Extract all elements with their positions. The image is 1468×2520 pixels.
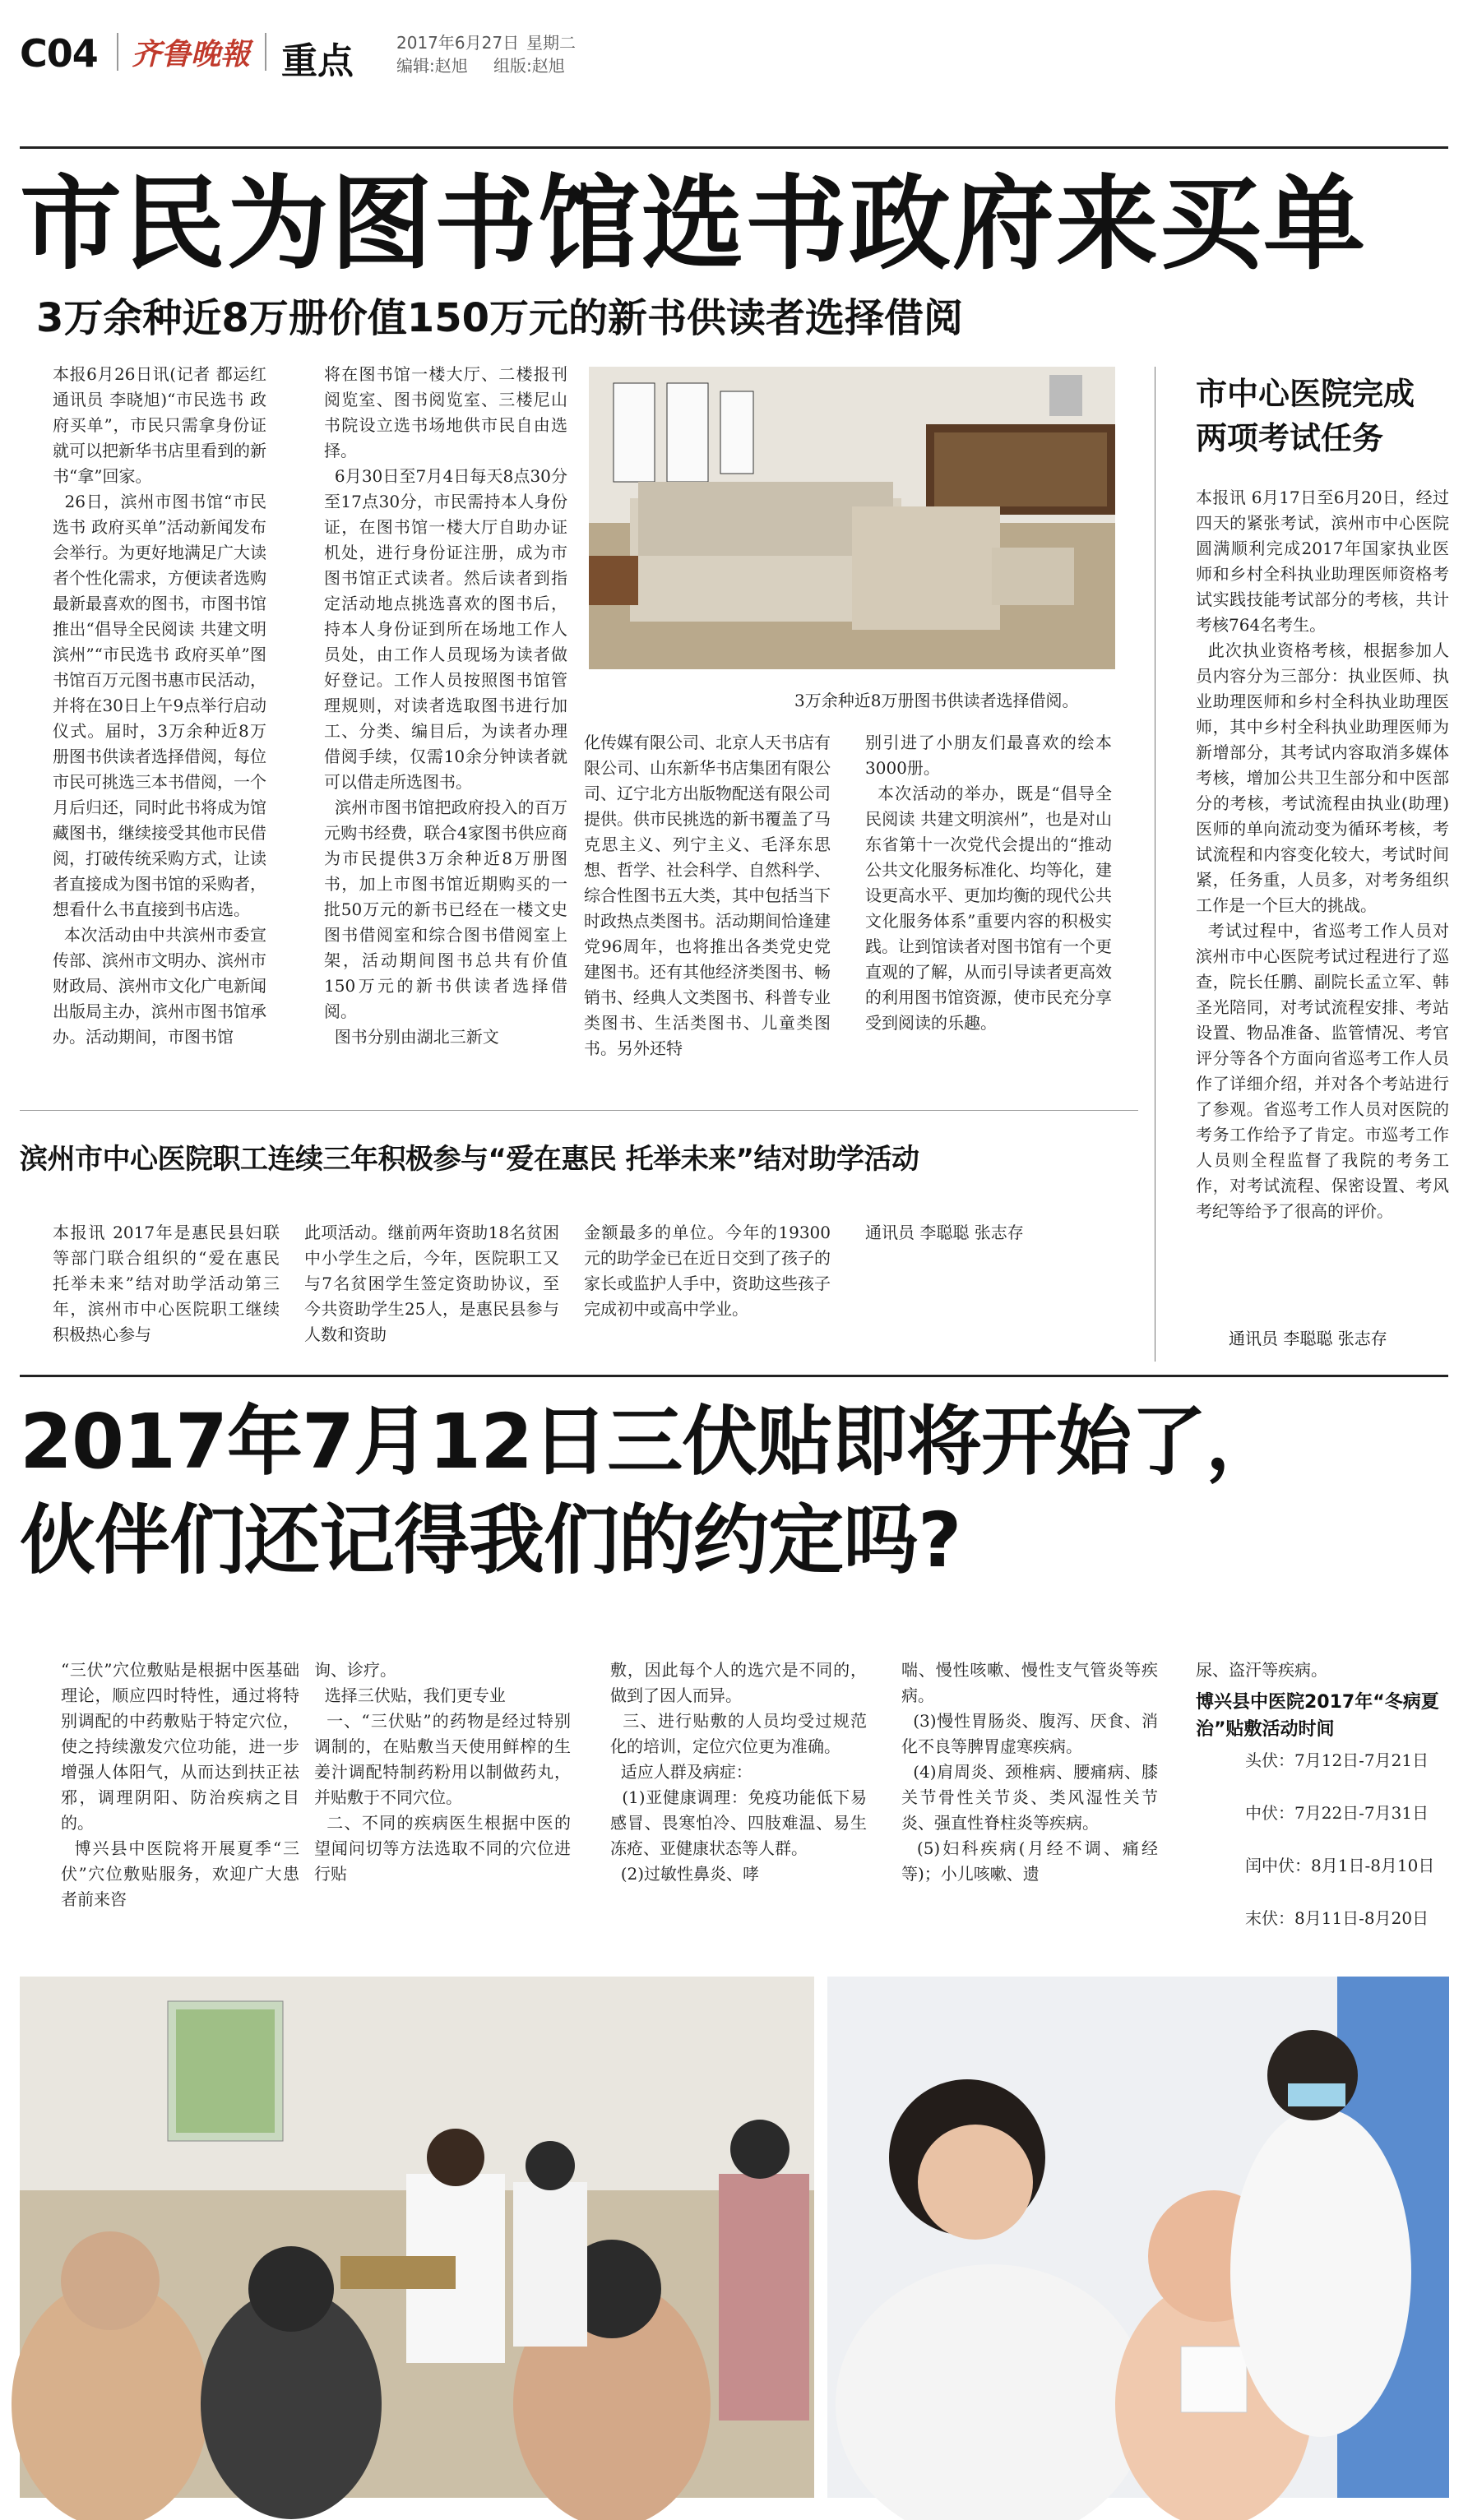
article3-byline: 通讯员 李聪聪 张志存	[1229, 1329, 1387, 1348]
article1-column-4: 别引进了小朋友们最喜欢的绘本3000册。 本次活动的举办，既是“倡导全民阅读 共建文明滨州”，也是对山东省第十一次党代会提出的“推动公共文化服务标准化、均等化，建设更高水平、更加均衡的现代公共文化服务体系”重要内容的积极实践。让到馆读者对图书馆有一个更直观的了解，从而引导读者更高效的利用图书馆资源，使市民充分享受到阅读的乐趣。	[865, 733, 1112, 1033]
article1-column-3: 化传媒有限公司、北京人天书店有限公司、山东新华书店集团有限公司、辽宁北方出版物配送有限公司提供。供市民挑选的新书覆盖了马克思主义、列宁主义、毛泽东思想、哲学、社会科学、自然科学、综合性图书五大类，其中包括当下时政热点类图书。活动期间恰逢建党96周年，也将推出各类党史党建图书。还有其他经济类图书、畅销书、经典人文类图书、科普专业类图书、生活类图书、儿童类图书。另外还特	[584, 733, 831, 1058]
article2-byline: 通讯员 李聪聪 张志存	[865, 1223, 1024, 1242]
article4-column-3: 敷，因此每个人的选穴是不同的，做到了因人而异。 三、进行贴敷的人员均受过规范化的培训，定位穴位更为准确。 适应人群及病症： (1)亚健康调理：免疫功能低下易感冒、畏寒怕冷、四肢难温、易生冻疮、亚健康状态等人群。 (2)过敏性鼻炎、哮	[610, 1660, 868, 1884]
section-rule	[20, 1375, 1448, 1377]
article3-body: 本报讯 6月17日至6月20日，经过四天的紧张考试，滨州市中心医院圆满顺利完成2017年国家执业医师和乡村全科执业助理医师资格考试实践技能考试部分的考核，共计考核764名考生。 此次执业资格考核，根据参加人员内容分为三部分：执业医师、执业助理医师和乡村全科执业助理医师，其中乡村全科执业助理医师为新增部分，其考试内容取消多媒体考核，增加公共卫生部分和中医部分的考核，考试流程由执业(助理)医师的单向流动变为循环考核，考试流程和内容变化较大，考试时间紧，任务重，人员多，对考务组织工作是一个巨大的挑战。 考试过程中，省巡考工作人员对滨州市中心医院考试过程进行了巡查，院长任鹏、副院长孟立军、韩圣光陪同，对考试流程安排、考站设置、物品准备、监管情况、考官评分等各个方面向省巡考工作人员作了详细介绍，并对各个考站进行了参观。省巡考工作人员对医院的考务工作给予了肯定。市巡考工作人员则全程监督了我院的考务工作，对考试流程、保密设置、考风考纪等给予了很高的评价。	[1196, 488, 1450, 1221]
article2-column-3: 金额最多的单位。今年的19300元的助学金已在近日交到了孩子的家长或监护人手中，资助这些孩子完成初中或高中学业。	[584, 1223, 831, 1319]
issue-date: 2017年6月27日	[396, 33, 520, 53]
newspaper-logo: 齐鲁晚報	[132, 37, 251, 72]
layout-credit: 组版:赵旭	[493, 56, 565, 76]
schedule-item: 中伏：7月22日-7月31日	[1245, 1803, 1429, 1823]
article4-column-5: 尿、盗汗等疾病。	[1196, 1660, 1327, 1680]
article2-headline: 滨州市中心医院职工连续三年积极参与“爱在惠民 托举未来”结对助学活动	[20, 1143, 919, 1176]
article4-headline-line-2: 伙伴们还记得我们的约定吗?	[20, 1496, 961, 1584]
article4-column-4: 喘、慢性咳嗽、慢性支气管炎等疾病。 (3)慢性胃肠炎、腹泻、厌食、消化不良等脾胃虚寒疾病。 (4)肩周炎、颈椎病、腰痛病、膝关节骨性关节炎、类风湿性关节炎、强直性脊柱炎等疾病。 (5)妇科疾病(月经不调、痛经等)；小儿咳嗽、遗	[901, 1660, 1159, 1884]
schedule-title: 博兴县中医院2017年“冬病夏治”贴敷活动时间	[1196, 1692, 1439, 1740]
masthead-divider-1	[117, 33, 118, 71]
library-photo-caption: 3万余种近8万册图书供读者选择借阅。	[794, 691, 1079, 710]
article4-headline-line-1: 2017年7月12日三伏贴即将开始了，	[20, 1398, 1281, 1486]
schedule-item: 末伏：8月11日-8月20日	[1245, 1908, 1429, 1928]
article2-top-rule	[20, 1110, 1138, 1111]
article3-headline: 市中心医院完成两项考试任务	[1196, 376, 1415, 456]
article4-column-2: 询、诊疗。 选择三伏贴，我们更专业 一、“三伏贴”的药物是经过特别调制的，在贴敷当天使用鲜榨的生姜汁调配特制药粉用以制做药丸，并贴敷于不同穴位。 二、不同的疾病医生根据中医的望闻问切等方法选取不同的穴位进行贴	[314, 1660, 572, 1884]
article4-column-1: “三伏”穴位敷贴是根据中医基础理论，顺应四时特性，通过将特别调配的中药敷贴于特定穴位，使之持续激发穴位功能，进一步增强人体阳气，从而达到扶正祛邪，调理阴阳、防治疾病之目的。 博兴县中医院将开展夏季“三伏”穴位敷贴服务，欢迎广大患者前来咨	[61, 1660, 300, 1909]
article1-column-1: 本报6月26日讯(记者 都运红 通讯员 李晓旭)“市民选书 政府买单”，市民只需拿身份证就可以把新华书店里看到的新书“拿”回家。 26日，滨州市图书馆“市民选书 政府买单”活动新闻发布会举行。为更好地满足广大读者个性化需求，方便读者选购最新最喜欢的图书，市图书馆推出“倡导全民阅读 共建文明滨州”“市民选书 政府买单”图书馆百万元图书惠市民活动，并将在30日上午9点举行启动仪式。届时，3万余种近8万册图书供读者选择借阅，每位市民可挑选三本书借阅，一个月后归还，同时此书将成为馆藏图书，继续接受其他市民借阅，打破传统采购方式，让读者直接成为图书馆的采购者，想看什么书直接到书店选。 本次活动由中共滨州市委宣传部、滨州市文明办、滨州市财政局、滨州市文化广电新闻出版局主办，滨州市图书馆承办。活动期间，市图书馆	[53, 364, 267, 1047]
schedule-item: 闰中伏：8月1日-8月10日	[1245, 1856, 1435, 1875]
article2-column-2: 此项活动。继前两年资助18名贫困中小学生之后，今年，医院职工又与7名贫困学生签定资助协议，至今共资助学生25人，是惠民县参与人数和资助	[304, 1223, 559, 1344]
article1-column-2: 将在图书馆一楼大厅、二楼报刊阅览室、图书阅览室、三楼尼山书院设立选书场地供市民自由选择。 6月30日至7月4日每天8点30分至17点30分，市民需持本人身份证，在图书馆一楼大厅自助办证机处，进行身份证注册，成为市图书馆正式读者。然后读者到指定活动地点挑选喜欢的图书后，持本人身份证到所在场地工作人员处，由工作人员现场为读者做好登记。工作人员按照图书馆管理规则，对读者选取图书进行加工、分类、编目后，为读者办理借阅手续，仅需10余分钟读者就可以借走所选图书。 滨州市图书馆把政府投入的百万元购书经费，联合4家图书供应商为市民提供3万余种近8万册图书，加上市图书馆近期购买的一批50万元的新书已经在一楼文史图书借阅室和综合图书借阅室上架，活动期间图书总共有价值150万元的新书供读者选择借阅。 图书分别由湖北三新文	[324, 364, 568, 1047]
page-number: C04	[20, 31, 98, 76]
section-name: 重点	[281, 40, 354, 82]
masthead-divider-2	[265, 33, 266, 71]
article2-column-1: 本报讯 2017年是惠民县妇联等部门联合组织的“爱在惠民 托举未来”结对助学活动第三年，滨州市中心医院职工继续积极热心参与	[53, 1223, 285, 1344]
article1-headline: 市民为图书馆选书政府来买单	[20, 165, 1368, 284]
clinic-crowd-photo	[20, 1977, 814, 2498]
editor-credit: 编辑:赵旭	[396, 56, 468, 76]
child-treatment-photo	[827, 1977, 1449, 2498]
issue-weekday: 星期二	[526, 33, 576, 53]
article1-subheadline: 3万余种近8万册价值150万元的新书供读者选择借阅	[36, 295, 963, 341]
top-rule	[20, 146, 1448, 149]
library-book-stacks-photo	[589, 367, 1115, 669]
schedule-item: 头伏：7月12日-7月21日	[1245, 1750, 1429, 1770]
